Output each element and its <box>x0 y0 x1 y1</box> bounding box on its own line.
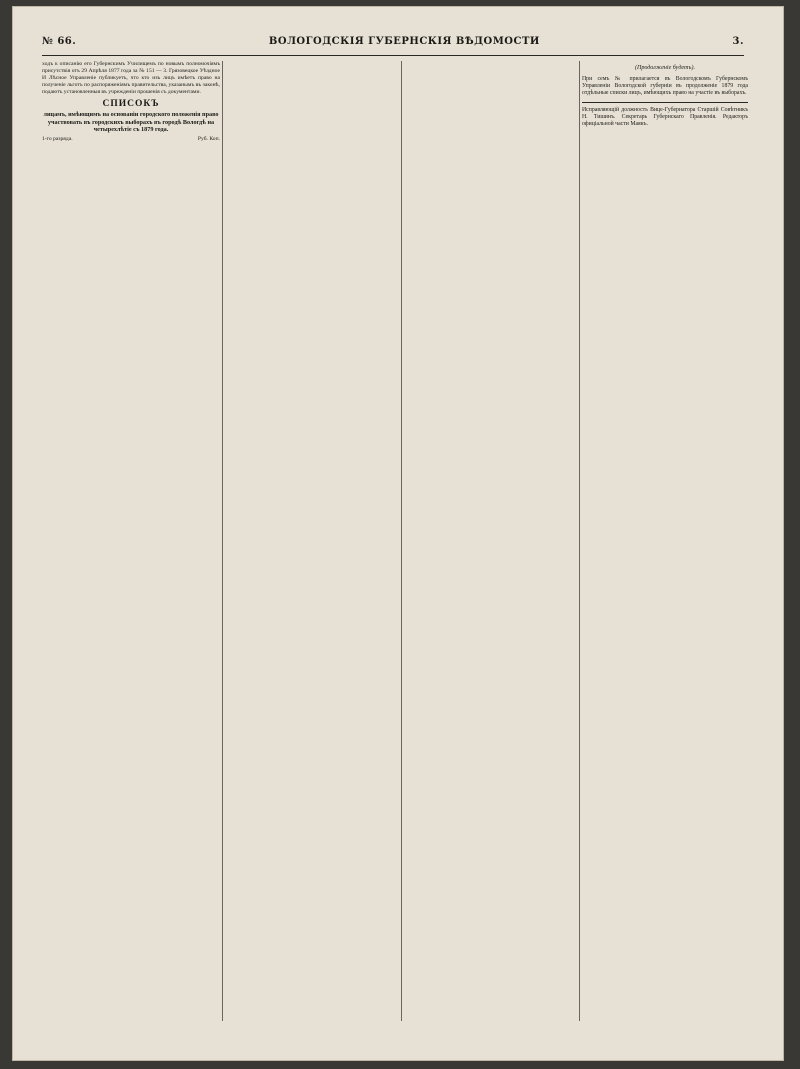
list-subtitle: лицамъ, имѣющимъ на основаніи городского положенія право участвовать въ городскихъ выборахъ въ городѣ Вологдѣ на четырехлѣтіе съ 1879 года. <box>43 111 219 133</box>
notice-paragraph: При семъ № прилагается въ Вологодскомъ Губернскомъ Управленіи Вологодской губерніи въ продолженіе 1879 года отдѣльные списки лицъ, имѣющихъ право на участіе въ выборахъ. <box>582 76 748 97</box>
column-divider <box>222 61 223 1021</box>
editor-note: Исправляющій должность Вице-Губернатора Старшій Совѣтникъ Н. Тишинъ. Секретарь Губернскаго Правленія. Редакторъ офиціальной части Маякъ. <box>582 106 748 128</box>
newspaper-title: ВОЛОГОДСКІЯ ГУБЕРНСКІЯ ВѢДОМОСТИ <box>268 35 540 47</box>
section-label: 1-го разряда. <box>42 135 73 142</box>
list-title: СПИСОКЪ <box>102 99 160 109</box>
header-rule <box>42 55 744 56</box>
issue-number: № 66. <box>42 35 77 47</box>
newspaper-page <box>12 6 784 1061</box>
column-3 <box>404 61 576 1021</box>
continuation-note: (Продолженіе будетъ). <box>635 65 695 71</box>
column-divider <box>579 61 580 1021</box>
currency-label: Руб. Коп. <box>197 135 220 142</box>
page-number: 3. <box>732 35 744 47</box>
footer-rule <box>582 102 748 103</box>
section-heading <box>42 136 220 143</box>
column-2 <box>226 61 398 1021</box>
column-4 <box>582 61 748 1021</box>
intro-paragraph: ходъ к описанію его Губернскимъ Училищемъ по новымъ полномочіямъ присутствія отъ 29 Апрѣля 1877 года за № 151 — 3. Грязовецкое Уѣздное И Лѣсное Управленіе публикуетъ, что кто изъ лицъ имѣетъ право на полученіе льготъ по распоряженіямъ правительства, указанымъ въ законѣ, подаютъ установленныя въ учрежденіи прошенія съ документами. <box>42 61 220 95</box>
column-1 <box>42 61 220 1021</box>
page-header <box>42 32 744 50</box>
column-divider <box>401 61 402 1021</box>
